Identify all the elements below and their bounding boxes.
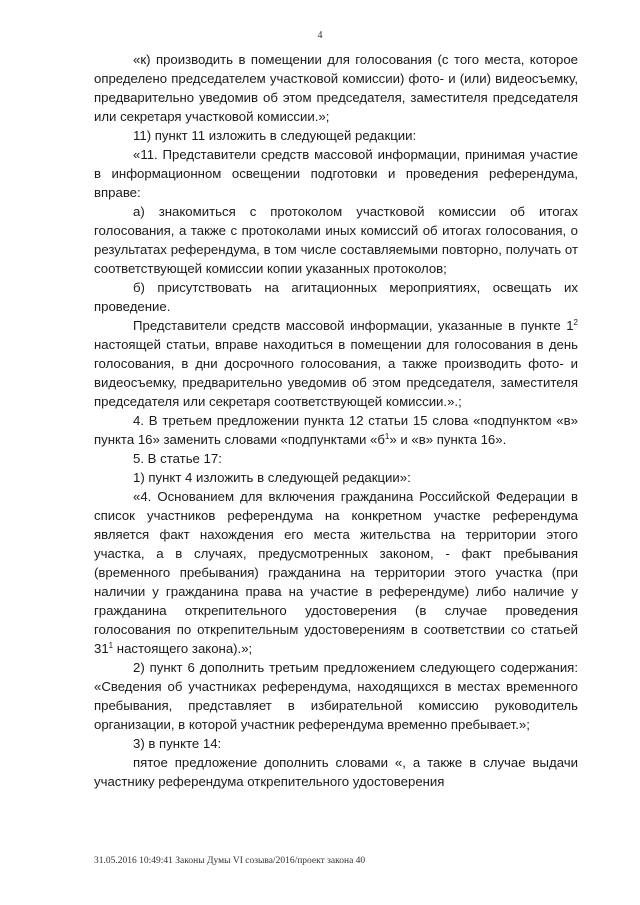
superscript: 1 [108, 641, 114, 650]
paragraph-text: 4. В третьем предложении пункта 12 статьи 15 слова «подпунктом «в» пункта 16» заменить словами «подпунктами «б [94, 413, 578, 447]
superscript: 1 [384, 432, 390, 441]
footer-path: 31.05.2016 10:49:41 Законы Думы VI созыва/2016/проект закона 40 [94, 856, 366, 866]
paragraph [94, 411, 578, 449]
paragraph: 11) пункт 11 изложить в следующей редакции: [133, 128, 417, 143]
page-number: 4 [317, 30, 323, 41]
paragraph [94, 316, 578, 411]
paragraph-text: Представители средств массовой информации, указанные в пункте 1 [133, 318, 574, 333]
superscript: 2 [573, 318, 578, 327]
paragraph: 1) пункт 4 изложить в следующей редакции»: [133, 470, 411, 485]
paragraph-text: «4. Основанием для включения гражданина Российской Федерации в список участников референдума на конкретном участке референдума является факт нахождения его места жительства на территории этого участка, а в случаях, предусмотренных законом, - факт пребывания (временного пребывания) гражданина на территории этого участка (при наличии у гражданина права на участие в референдуме) либо наличие у гражданина открепительного удостоверения (в случае проведения голосования по открепительным удостоверениям в соответствии со статьей 31 [94, 489, 578, 656]
paragraph: 5. В статье 17: [133, 451, 222, 466]
paragraph-text: настоящей статьи, вправе находиться в помещении для голосования в день голосования, в дни досрочного голосования, а также производить фото- и видеосъемку, предварительно уведомив об этом председателя, заместителя председателя или секретаря соответствующей комиссии.».; [94, 337, 578, 409]
paragraph-text: настоящего закона).»; [113, 641, 253, 656]
document-body [94, 50, 578, 791]
paragraph: а) знакомиться с протоколом участковой комиссии об итогах голосования, а также с протоколами иных комиссий об итогах голосования, о результатах референдума, в том числе составляемыми повторно, получать от соответствующей комиссии копии указанных протоколов; [94, 204, 578, 276]
paragraph: 3) в пункте 14: [133, 736, 222, 751]
paragraph: б) присутствовать на агитационных мероприятиях, освещать их проведение. [94, 280, 578, 314]
paragraph [94, 487, 578, 658]
paragraph: пятое предложение дополнить словами «, а также в случае выдачи участнику референдума открепительного удостоверения [94, 755, 578, 789]
paragraph: «11. Представители средств массовой информации, принимая участие в информационном освещении подготовки и проведения референдума, вправе: [94, 147, 578, 200]
paragraph-text: » и «в» пункта 16». [389, 432, 507, 447]
paragraph: 2) пункт 6 дополнить третьим предложением следующего содержания: «Сведения об участниках референдума, находящихся в местах временного пребывания, представляет в избирательной комиссию руководитель организации, в которой участник референдума временно пребывает.»; [94, 660, 578, 732]
paragraph: «к) производить в помещении для голосования (с того места, которое определено председателем участковой комиссии) фото- и (или) видеосъемку, предварительно уведомив об этом председателя, заместителя председателя или секретаря участковой комиссии.»; [94, 52, 578, 124]
